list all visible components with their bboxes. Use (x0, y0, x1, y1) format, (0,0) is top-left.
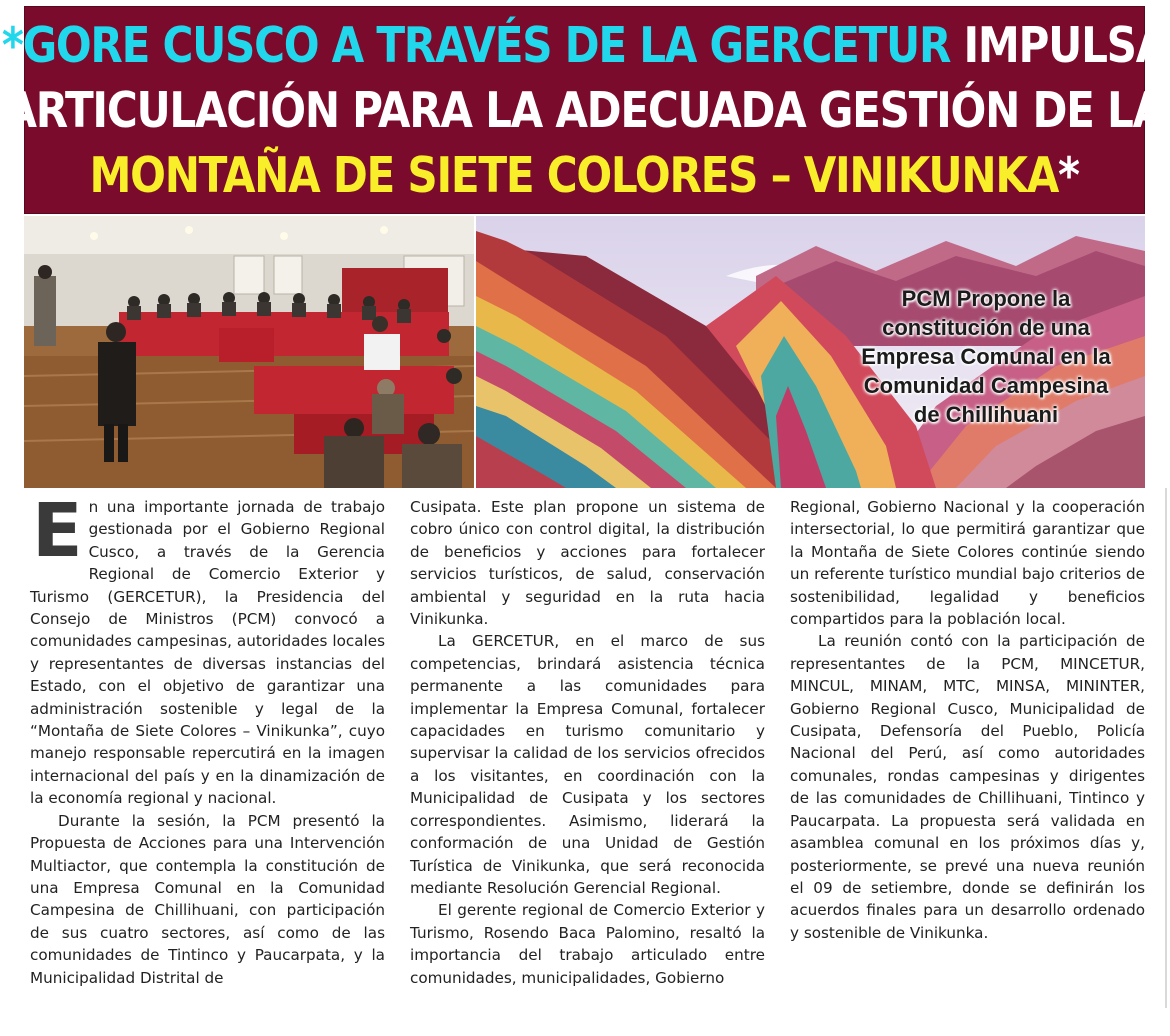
article-body (30, 488, 1145, 1026)
article-column-3 (790, 496, 1145, 944)
photo-caption-line-4: Comunidad Campesina (863, 373, 1109, 398)
column-rule (1165, 488, 1167, 1008)
headline-line-1-rest: IMPULSA (950, 16, 1168, 74)
paragraph-2-continued: Cusipata. Este plan propone un sistema de cobro único con control digital, la distribución de beneficios y acciones para fortalecer servicios turísticos, de salud, conservación ambiental y seguridad en la ruta hacia Vinikunka. (410, 498, 765, 629)
photo-caption-line-3: Empresa Comunal en la (861, 344, 1111, 369)
paragraph-1 (30, 488, 385, 810)
paragraph-1-text: n una importante jornada de trabajo gestionada por el Gobierno Regional Cusco, a través de la Gerencia Regional de Comercio Exterior y Turismo (GERCETUR), la Presidencia del Consejo de Ministros (PCM) convocó a comunidades campesinas, autoridades locales y representantes de diversas instancias del Estado, con el objetivo de garantizar una administración sostenible y legal de la “Montaña de Siete Colores – Vinikunka”, cuyo manejo responsable repercutirá en la imagen internacional del país y en la dinamización de la economía regional y nacional. (30, 498, 385, 808)
headline-line-3-rest: * (1058, 146, 1080, 204)
headline-banner (1, 6, 1168, 214)
headline-line-1 (2, 13, 1167, 78)
paragraph-3: La GERCETUR, en el marco de sus competencias, brindará asistencia técnica permanente a las comunidades para implementar la Empresa Comunal, fortalecer capacidades en turismo comunitario y supervisar la calidad de los servicios ofrecidos a los visitantes, en coordinación con la Municipalidad de Cusipata y los sectores correspondientes. Asimismo, liderará la conformación de una Unidad de Gestión Turística de Vinikunka, que será reconocida mediante Resolución Gerencial Regional. (410, 632, 765, 897)
paragraph-4: El gerente regional de Comercio Exterior y Turismo, Rosendo Baca Palomino, resaltó la importancia del trabajo articulado entre comunidades, municipalidades, Gobierno (410, 901, 765, 987)
dropcap: E (32, 488, 83, 574)
article-column-2 (410, 496, 765, 989)
headline-line-2: ARTICULACIÓN PARA LA ADECUADA GESTIÓN DE LA (4, 81, 1165, 139)
photo-caption-line-1: PCM Propone la (901, 286, 1071, 311)
article-column-1 (30, 488, 385, 989)
rainbow-mountain-photo (476, 216, 1145, 488)
paragraph-2: Durante la sesión, la PCM presentó la Propuesta de Acciones para una Intervención Multiactor, que contempla la constitución de una Empresa Comunal en la Comunidad Campesina de Chillihuani, con participación de sus cuatro sectores, así como de las comunidades de Tintinco y Paucarpata, y la Municipalidad Distrital de (30, 811, 385, 987)
photo-caption (836, 284, 1136, 429)
headline-line-1-highlight: *GORE CUSCO A TRAVÉS DE LA GERCETUR (1, 16, 951, 74)
headline-line-3-highlight: MONTAÑA DE SIETE COLORES – VINIKUNKA (89, 146, 1059, 204)
photo-caption-line-5: de Chillihuani (913, 402, 1059, 427)
paragraph-5: La reunión contó con la participación de representantes de la PCM, MINCETUR, MINCUL, MINAM, MTC, MINSA, MININTER, Gobierno Regional Cusco, Municipalidad de Cusipata, Defensoría del Pueblo, Policía Nacional del Perú, así como autoridades comunales, rondas campesinas y dirigentes de las comunidades de Chillihuani, Tintinco y Paucarpata. La propuesta será validada en asamblea comunal en los próximos días y, posteriormente, se prevé una nueva reunión el 09 de setiembre, donde se definirán los acuerdos finales para un desarrollo ordenado y sostenible de Vinikunka. (790, 632, 1145, 942)
headline-line-3 (90, 143, 1079, 208)
paragraph-4-continued: Regional, Gobierno Nacional y la cooperación intersectorial, lo que permitirá garantizar que la Montaña de Siete Colores continúe siendo un referente turístico mundial bajo criterios de sostenibilidad, legalidad y beneficios compartidos para la población local. (790, 498, 1145, 629)
meeting-photo (24, 216, 474, 488)
photo-caption-line-2: constitución de una (882, 315, 1090, 340)
